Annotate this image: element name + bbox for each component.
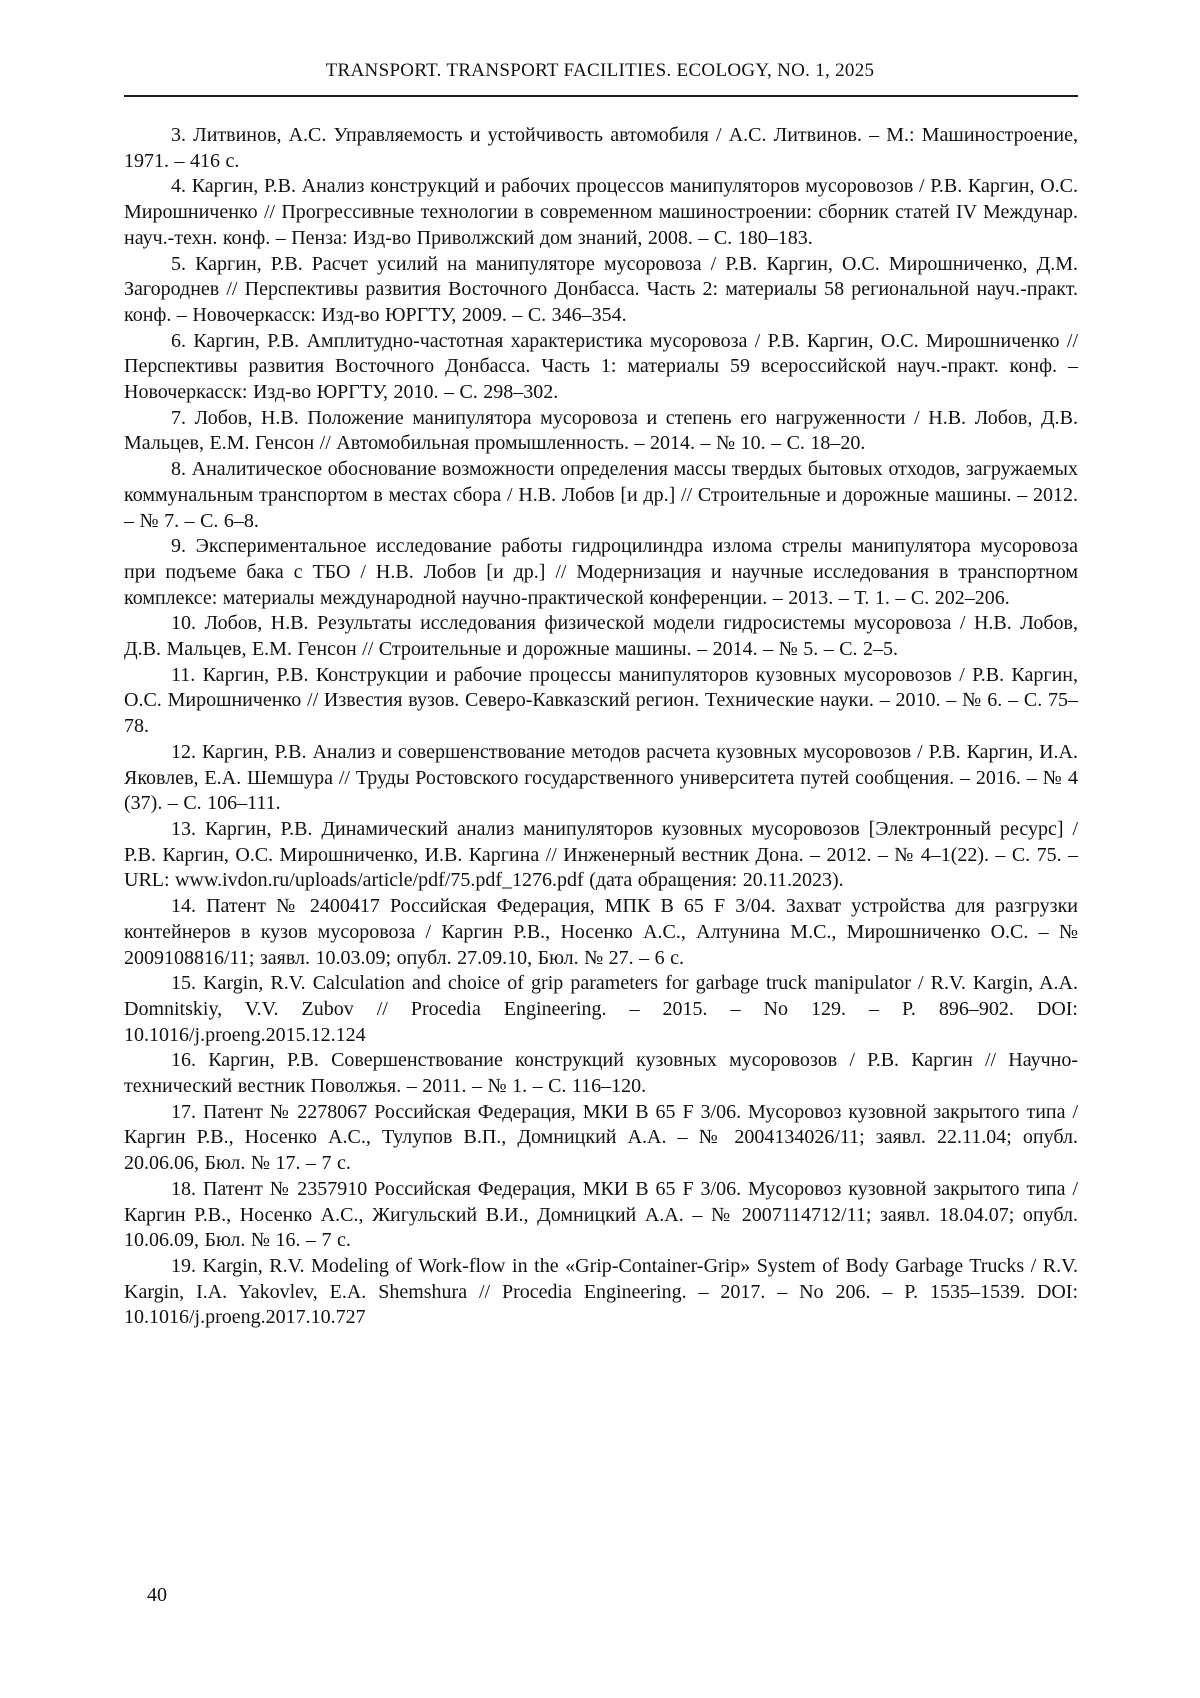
reference-item: 7. Лобов, Н.В. Положение манипулятора мусоровоза и степень его нагруженности / Н.В. Лобов, Д.В. Мальцев, Е.М. Генсон // Автомобильная промышленность. – 2014. – № 10. – С. 18–20. xyxy=(124,406,1078,455)
reference-item: 11. Каргин, Р.В. Конструкции и рабочие процессы манипуляторов кузовных мусоровозов / Р.В. Каргин, О.С. Мирошниченко // Известия вузов. Северо-Кавказский регион. Технические науки. – 2010. – № 6. – С. 75–78. xyxy=(124,663,1078,738)
reference-item: 4. Каргин, Р.В. Анализ конструкций и рабочих процессов манипуляторов мусоровозов / Р.В. Каргин, О.С. Мирошниченко // Прогрессивные технологии в современном машиностроении: сборник статей IV Междунар. науч.-техн. конф. – Пенза: Изд-во Приволжский дом знаний, 2008. – С. 180–183. xyxy=(124,175,1078,249)
reference-item: 12. Каргин, Р.В. Анализ и совершенствование методов расчета кузовных мусоровозов / Р.В. Каргин, И.А. Яковлев, Е.А. Шемшура // Труды Ростовского государственного университета путей сообщения. – 2016. – № 4 (37). – С. 106–111. xyxy=(124,740,1078,815)
reference-item: 18. Патент № 2357910 Российская Федерация, МКИ В 65 F 3/06. Мусоровоз кузовной закрытого типа / Каргин Р.В., Носенко А.С., Жигульский В.И., Домницкий А.А. – № 2007114712/11; заявл. 18.04.07; опубл. 10.06.09, Бюл. № 16. – 7 с. xyxy=(124,1177,1078,1252)
reference-item: 8. Аналитическое обоснование возможности определения массы твердых бытовых отходов, загружаемых коммунальным транспортом в местах сбора / Н.В. Лобов [и др.] // Строительные и дорожные машины. – 2012. – № 7. – С. 6–8. xyxy=(124,458,1078,532)
reference-item: 16. Каргин, Р.В. Совершенствование конструкций кузовных мусоровозов / Р.В. Каргин // Научно-технический вестник Поволжья. – 2011. – № 1. – С. 116–120. xyxy=(124,1049,1078,1098)
references-list xyxy=(124,123,1078,1331)
journal-title: TRANSPORT. TRANSPORT FACILITIES. ECOLOGY, NO. 1, 2025 xyxy=(325,60,875,81)
reference-item: 10. Лобов, Н.В. Результаты исследования физической модели гидросистемы мусоровоза / Н.В. Лобов, Д.В. Мальцев, Е.М. Генсон // Строительные и дорожные машины. – 2014. – № 5. – С. 2–5. xyxy=(124,612,1078,661)
reference-item: 3. Литвинов, А.С. Управляемость и устойчивость автомобиля / А.С. Литвинов. – М.: Машиностроение, 1971. – 416 с. xyxy=(124,124,1078,172)
header-rule xyxy=(124,95,1078,97)
reference-item: 19. Kargin, R.V. Modeling of Work-flow in the «Grip-Container-Grip» System of Body Garbage Trucks / R.V. Kargin, I.A. Yakovlev, E.A. Shemshura // Procedia Engineering. – 2017. – No 206. – P. 1535–1539. DOI: 10.1016/j.proeng.2017.10.727 xyxy=(124,1254,1078,1329)
reference-item: 6. Каргин, Р.В. Амплитудно-частотная характеристика мусоровоза / Р.В. Каргин, О.С. Мирошниченко // Перспективы развития Восточного Донбасса. Часть 1: материалы 59 всероссийской науч.-практ. конф. – Новочеркасск: Изд-во ЮРГТУ, 2010. – С. 298–302. xyxy=(124,329,1078,404)
page-header xyxy=(0,0,1200,97)
reference-item: 13. Каргин, Р.В. Динамический анализ манипуляторов кузовных мусоровозов [Электронный ресурс] / Р.В. Каргин, О.С. Мирошниченко, И.В. Каргина // Инженерный вестник Дона. – 2012. – № 4–1(22). – С. 75. – URL: www.ivdon.ru/uploads/article/pdf/75.pdf_1276.pdf (дата обращения: 20.11.2023). xyxy=(124,817,1078,892)
page-number: 40 xyxy=(147,1584,167,1606)
reference-item: 15. Kargin, R.V. Calculation and choice of grip parameters for garbage truck manipulator / R.V. Kargin, A.A. Domnitskiy, V.V. Zubov // Procedia Engineering. – 2015. – No 129. – P. 896–902. DOI: 10.1016/j.proeng.2015.12.124 xyxy=(124,972,1078,1046)
reference-item: 17. Патент № 2278067 Российская Федерация, МКИ В 65 F 3/06. Мусоровоз кузовной закрытого типа / Каргин Р.В., Носенко А.С., Тулупов В.П., Домницкий А.А. – № 2004134026/11; заявл. 22.11.04; опубл. 20.06.06, Бюл. № 17. – 7 с. xyxy=(124,1100,1078,1175)
reference-item: 9. Экспериментальное исследование работы гидроцилиндра излома стрелы манипулятора мусоровоза при подъеме бака с ТБО / Н.В. Лобов [и др.] // Модернизация и научные исследования в транспортном комплексе: материалы международной научно-практической конференции. – 2013. – Т. 1. – С. 202–206. xyxy=(124,535,1078,609)
reference-item: 14. Патент № 2400417 Российская Федерация, МПК В 65 F 3/04. Захват устройства для разгрузки контейнеров в кузов мусоровоза / Каргин Р.В., Носенко А.С., Алтунина М.С., Мирошниченко О.С. – № 2009108816/11; заявл. 10.03.09; опубл. 27.09.10, Бюл. № 27. – 6 с. xyxy=(124,895,1078,969)
reference-item: 5. Каргин, Р.В. Расчет усилий на манипуляторе мусоровоза / Р.В. Каргин, О.С. Мирошниченко, Д.М. Загороднев // Перспективы развития Восточного Донбасса. Часть 2: материалы 58 региональной науч.-практ. конф. – Новочеркасск: Изд-во ЮРГТУ, 2009. – С. 346–354. xyxy=(124,252,1078,326)
